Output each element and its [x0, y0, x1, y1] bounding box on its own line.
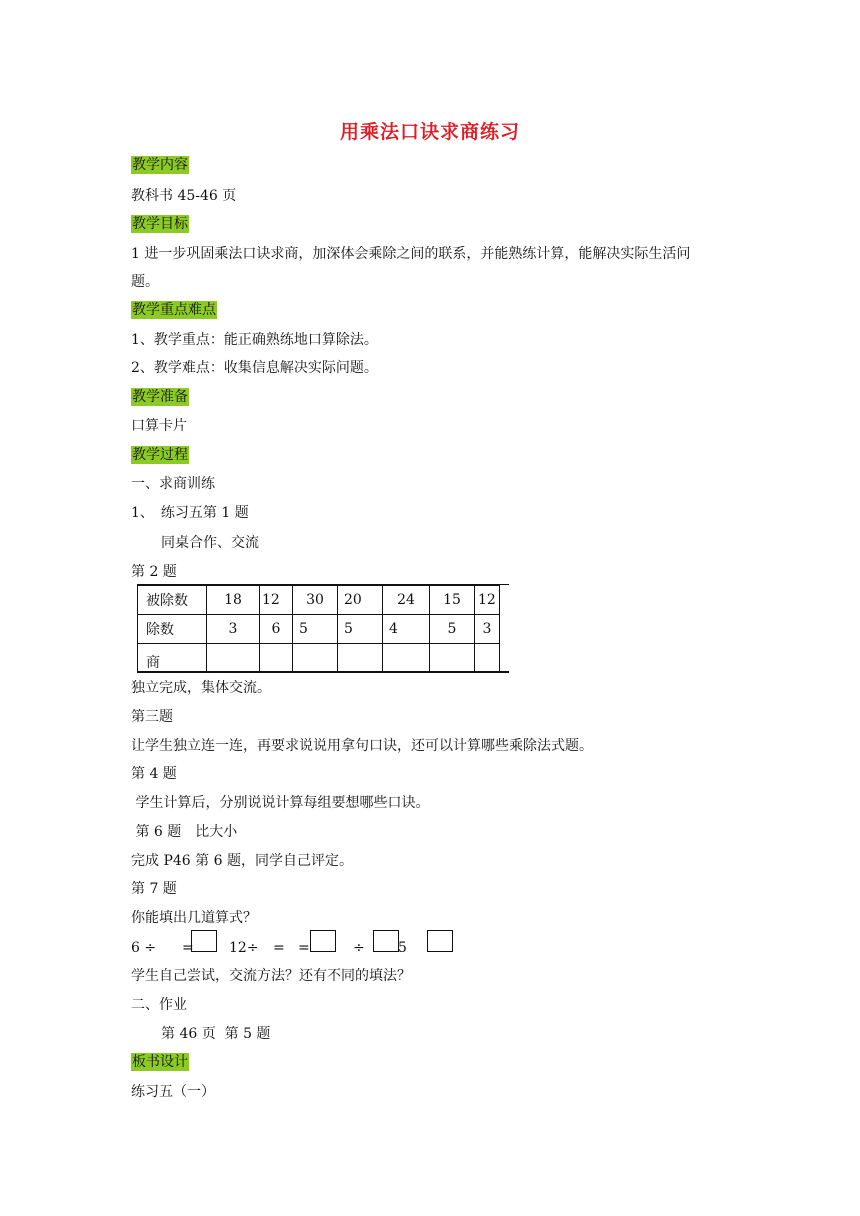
division-table: [137, 585, 500, 673]
table-cell: 12: [260, 586, 293, 615]
table-cell: 5: [293, 615, 338, 644]
exercise-7-question: 你能填出几道算式？: [131, 910, 257, 926]
table-cell: 4: [383, 615, 430, 644]
table-cell: 20: [338, 586, 383, 615]
homework: 第 46 页 第 5 题: [161, 1026, 271, 1042]
table-cell-empty: [207, 644, 260, 673]
row-label: 商: [138, 644, 207, 673]
table-cell: 5: [430, 615, 475, 644]
eq-text: 6 ÷: [131, 940, 157, 956]
table-cell: 5: [338, 615, 383, 644]
exercise-3-note: 让学生独立连一连，再要求说说用拿句口诀，还可以计算哪些乘除法式题。: [131, 738, 593, 754]
row-label: 除数: [138, 615, 207, 644]
section-heading-content: 教学内容: [132, 157, 188, 173]
content-text: 教科书 45-46 页: [131, 188, 237, 204]
eq-text: 12÷: [229, 940, 259, 956]
table-cell: 18: [207, 586, 260, 615]
board-text: 练习五（一）: [131, 1084, 215, 1100]
answer-box[interactable]: [373, 930, 399, 952]
section-heading-key: 教学重点难点: [132, 302, 216, 318]
exercise-4: 第 4 题: [131, 766, 177, 782]
exercise-1: 1、 练习五第 1 题: [131, 505, 249, 521]
section-heading-process: 教学过程: [132, 447, 188, 463]
eq-text: 5: [398, 940, 407, 956]
row-label: 被除数: [138, 586, 207, 615]
eq-text: =: [273, 940, 285, 956]
exercise-4-note: 学生计算后，分别说说计算每组要想哪些口诀。: [131, 795, 430, 811]
section-heading-board: 板书设计: [132, 1054, 188, 1070]
answer-box[interactable]: [310, 930, 336, 952]
table-cell: 3: [207, 615, 260, 644]
table-row-quotient: [138, 644, 500, 673]
table-cell-empty: [430, 644, 475, 673]
table-cell: 30: [293, 586, 338, 615]
table-cell: 6: [260, 615, 293, 644]
exercise-7-note: 学生自己尝试，交流方法？还有不同的填法？: [131, 968, 411, 984]
answer-box[interactable]: [191, 930, 217, 952]
prep-text: 口算卡片: [131, 418, 187, 434]
goal-line-2: 题。: [131, 274, 159, 290]
eq-text: =: [298, 940, 310, 956]
page-title: 用乘法口诀求商练习: [339, 121, 520, 143]
table-cell-empty: [383, 644, 430, 673]
step-1: 一、求商训练: [131, 476, 215, 492]
answer-box[interactable]: [427, 930, 453, 952]
table-cell-empty: [260, 644, 293, 673]
exercise-7: 第 7 题: [131, 881, 177, 897]
exercise-2: 第 2 题: [131, 564, 177, 580]
difficulty-point: 2、教学难点：收集信息解决实际问题。: [131, 360, 378, 376]
table-cell-empty: [475, 644, 500, 673]
eq-text: ÷: [353, 940, 365, 956]
table-row-dividend: [138, 586, 500, 615]
table-cell: 24: [383, 586, 430, 615]
table-cell: 12: [475, 586, 500, 615]
table-row-divisor: [138, 615, 500, 644]
exercise-6-note: 完成 P46 第 6 题，同学自己评定。: [131, 853, 353, 869]
section-heading-goal: 教学目标: [132, 216, 188, 232]
exercise-1-note: 同桌合作、交流: [161, 535, 259, 551]
section-heading-prep: 教学准备: [132, 389, 188, 405]
step-2: 二、作业: [131, 997, 187, 1013]
key-point: 1、教学重点：能正确熟练地口算除法。: [131, 332, 378, 348]
table-cell-empty: [338, 644, 383, 673]
eq-text: =: [182, 940, 194, 956]
goal-line-1: 1 进一步巩固乘法口诀求商，加深体会乘除之间的联系，并能熟练计算，能解决实际生活问: [131, 246, 691, 262]
table-bottom-rule: [137, 671, 509, 673]
exercise-3: 第三题: [131, 709, 173, 725]
table-cell-empty: [293, 644, 338, 673]
exercise-6: 第 6 题 比大小: [131, 824, 238, 840]
table-cell: 3: [475, 615, 500, 644]
table-cell: 15: [430, 586, 475, 615]
exercise-2-note: 独立完成，集体交流。: [131, 680, 271, 696]
